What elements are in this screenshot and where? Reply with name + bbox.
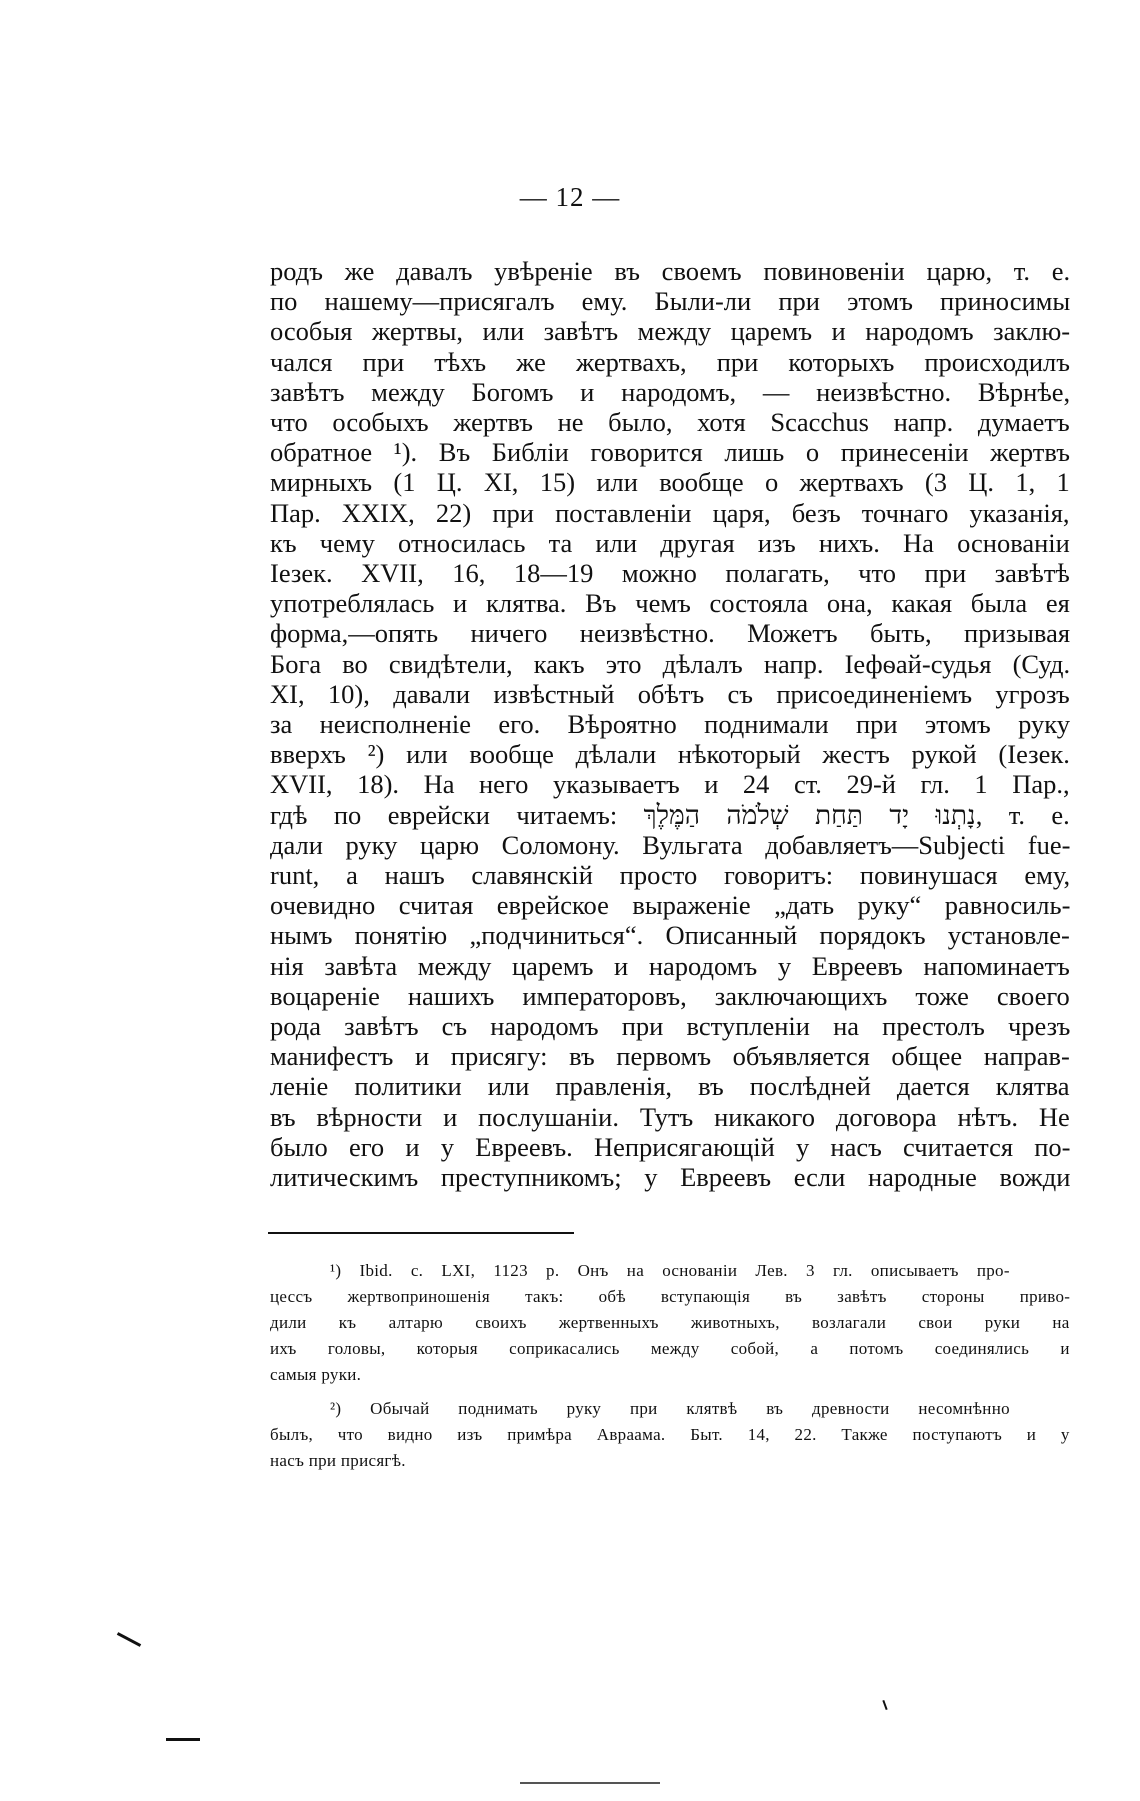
- body-line: гдѣ по еврейски читаемъ: נָתְנוּ יָד תַּחַת שְׁלֹמֹה הַמֶּלֶךְ, т. е.: [270, 799, 1070, 830]
- footnote-1: [270, 1258, 1070, 1388]
- footnote-line: дили къ алтарю своихъ жертвенныхъ животныхъ, возлагали свои руки на: [270, 1313, 1070, 1332]
- footnote-line: ¹) Ibid. c. LXI, 1123 p. Онъ на основаніи Лев. 3 гл. описываетъ про-: [330, 1261, 1010, 1280]
- footnotes: [270, 1258, 1070, 1482]
- scan-mark: [166, 1738, 200, 1741]
- footnote-separator: [268, 1232, 574, 1234]
- scan-mark: [882, 1700, 887, 1710]
- body-text: [270, 256, 1070, 1192]
- body-line: вверхъ ²) или вообще дѣлали нѣкоторый жестъ рукой (Іезек.: [270, 739, 1070, 770]
- footnote-line: самыя руки.: [270, 1365, 362, 1384]
- body-line: было его и у Евреевъ. Неприсягающій у насъ считается по-: [270, 1131, 1070, 1162]
- body-line: обратное ¹). Въ Библіи говорится лишь о принесеніи жертвъ: [270, 437, 1070, 468]
- body-line: Пар. XXIX, 22) при поставленіи царя, безъ точнаго указанія,: [270, 497, 1070, 528]
- footnote-line: ²) Обычай поднимать руку при клятвѣ въ древности несомнѣнно: [330, 1399, 1010, 1418]
- body-line: чался при тѣхъ же жертвахъ, при которыхъ происходилъ: [270, 346, 1070, 377]
- body-line: въ вѣрности и послушаніи. Тутъ никакого договора нѣтъ. Не: [270, 1101, 1070, 1132]
- body-line: мирныхъ (1 Ц. XI, 15) или вообще о жертвахъ (3 Ц. 1, 1: [270, 467, 1070, 498]
- body-line: очевидно считая еврейское выраженіе „дать руку“ равносиль-: [270, 890, 1070, 921]
- footnote-line: насъ при присягѣ.: [270, 1451, 406, 1470]
- footnote-2: [270, 1396, 1070, 1474]
- body-line: родъ же давалъ увѣреніе въ своемъ повиновеніи царю, т. е.: [270, 256, 1070, 286]
- page-number: — 12 —: [519, 182, 621, 212]
- body-line: XI, 10), давали извѣстный обѣтъ съ присоединеніемъ угрозъ: [270, 678, 1070, 709]
- footnote-line: цессъ жертвоприношенія такъ: обѣ вступающія въ завѣтъ стороны приво-: [270, 1287, 1070, 1306]
- body-line: леніе политики или правленія, въ послѣдней дается клятва: [270, 1071, 1070, 1102]
- body-line: нымъ понятію „подчиниться“. Описанный порядокъ установле-: [270, 920, 1070, 951]
- body-line: рода завѣтъ съ народомъ при вступленіи на престолъ чрезъ: [270, 1011, 1070, 1042]
- body-line: особыя жертвы, или завѣтъ между царемъ и народомъ заклю-: [270, 316, 1070, 347]
- body-line: Бога во свидѣтели, какъ это дѣлалъ напр. Іефѳай-судья (Суд.: [270, 648, 1070, 679]
- body-line: употреблялась и клятва. Въ чемъ состояла она, какая была ея: [270, 588, 1070, 619]
- body-line: завѣтъ между Богомъ и народомъ, — неизвѣстно. Вѣрнѣе,: [270, 376, 1070, 407]
- body-line: за неисполненіе его. Вѣроятно поднимали при этомъ руку: [270, 709, 1070, 740]
- body-line: нія завѣта между царемъ и народомъ у Евреевъ напоминаетъ: [270, 950, 1070, 981]
- scan-mark: [117, 1632, 141, 1647]
- body-line: что особыхъ жертвъ не было, хотя Scacchus напр. думаетъ: [270, 407, 1070, 438]
- body-line: къ чему относилась та или другая изъ нихъ. На основаніи: [270, 527, 1070, 558]
- body-line: манифестъ и присягу: въ первомъ объявляется общее направ-: [270, 1041, 1070, 1072]
- body-line: воцареніе нашихъ императоровъ, заключающихъ тоже своего: [270, 980, 1070, 1011]
- body-line: дали руку царю Соломону. Вульгата добавляетъ—Subjecti fue-: [270, 829, 1070, 860]
- footnote-line: былъ, что видно изъ примѣра Авраама. Быт. 14, 22. Также поступаютъ и у: [270, 1425, 1070, 1444]
- body-line: runt, а нашъ славянскій просто говоритъ: повинушася ему,: [270, 860, 1070, 891]
- body-line: по нашему—присягалъ ему. Были-ли при этомъ приносимы: [270, 286, 1070, 317]
- footnote-line: ихъ головы, которыя соприкасались между собой, а потомъ соединялись и: [270, 1339, 1070, 1358]
- body-line: Іезек. XVII, 16, 18—19 можно полагать, что при завѣтѣ: [270, 558, 1070, 589]
- body-line: XVII, 18). На него указываетъ и 24 ст. 29-й гл. 1 Пар.,: [270, 769, 1070, 800]
- body-line: литическимъ преступникомъ; у Евреевъ если народные вожди: [270, 1162, 1070, 1193]
- body-line: форма,—опять ничего неизвѣстно. Можетъ быть, призывая: [270, 618, 1070, 649]
- scan-mark: [520, 1782, 660, 1784]
